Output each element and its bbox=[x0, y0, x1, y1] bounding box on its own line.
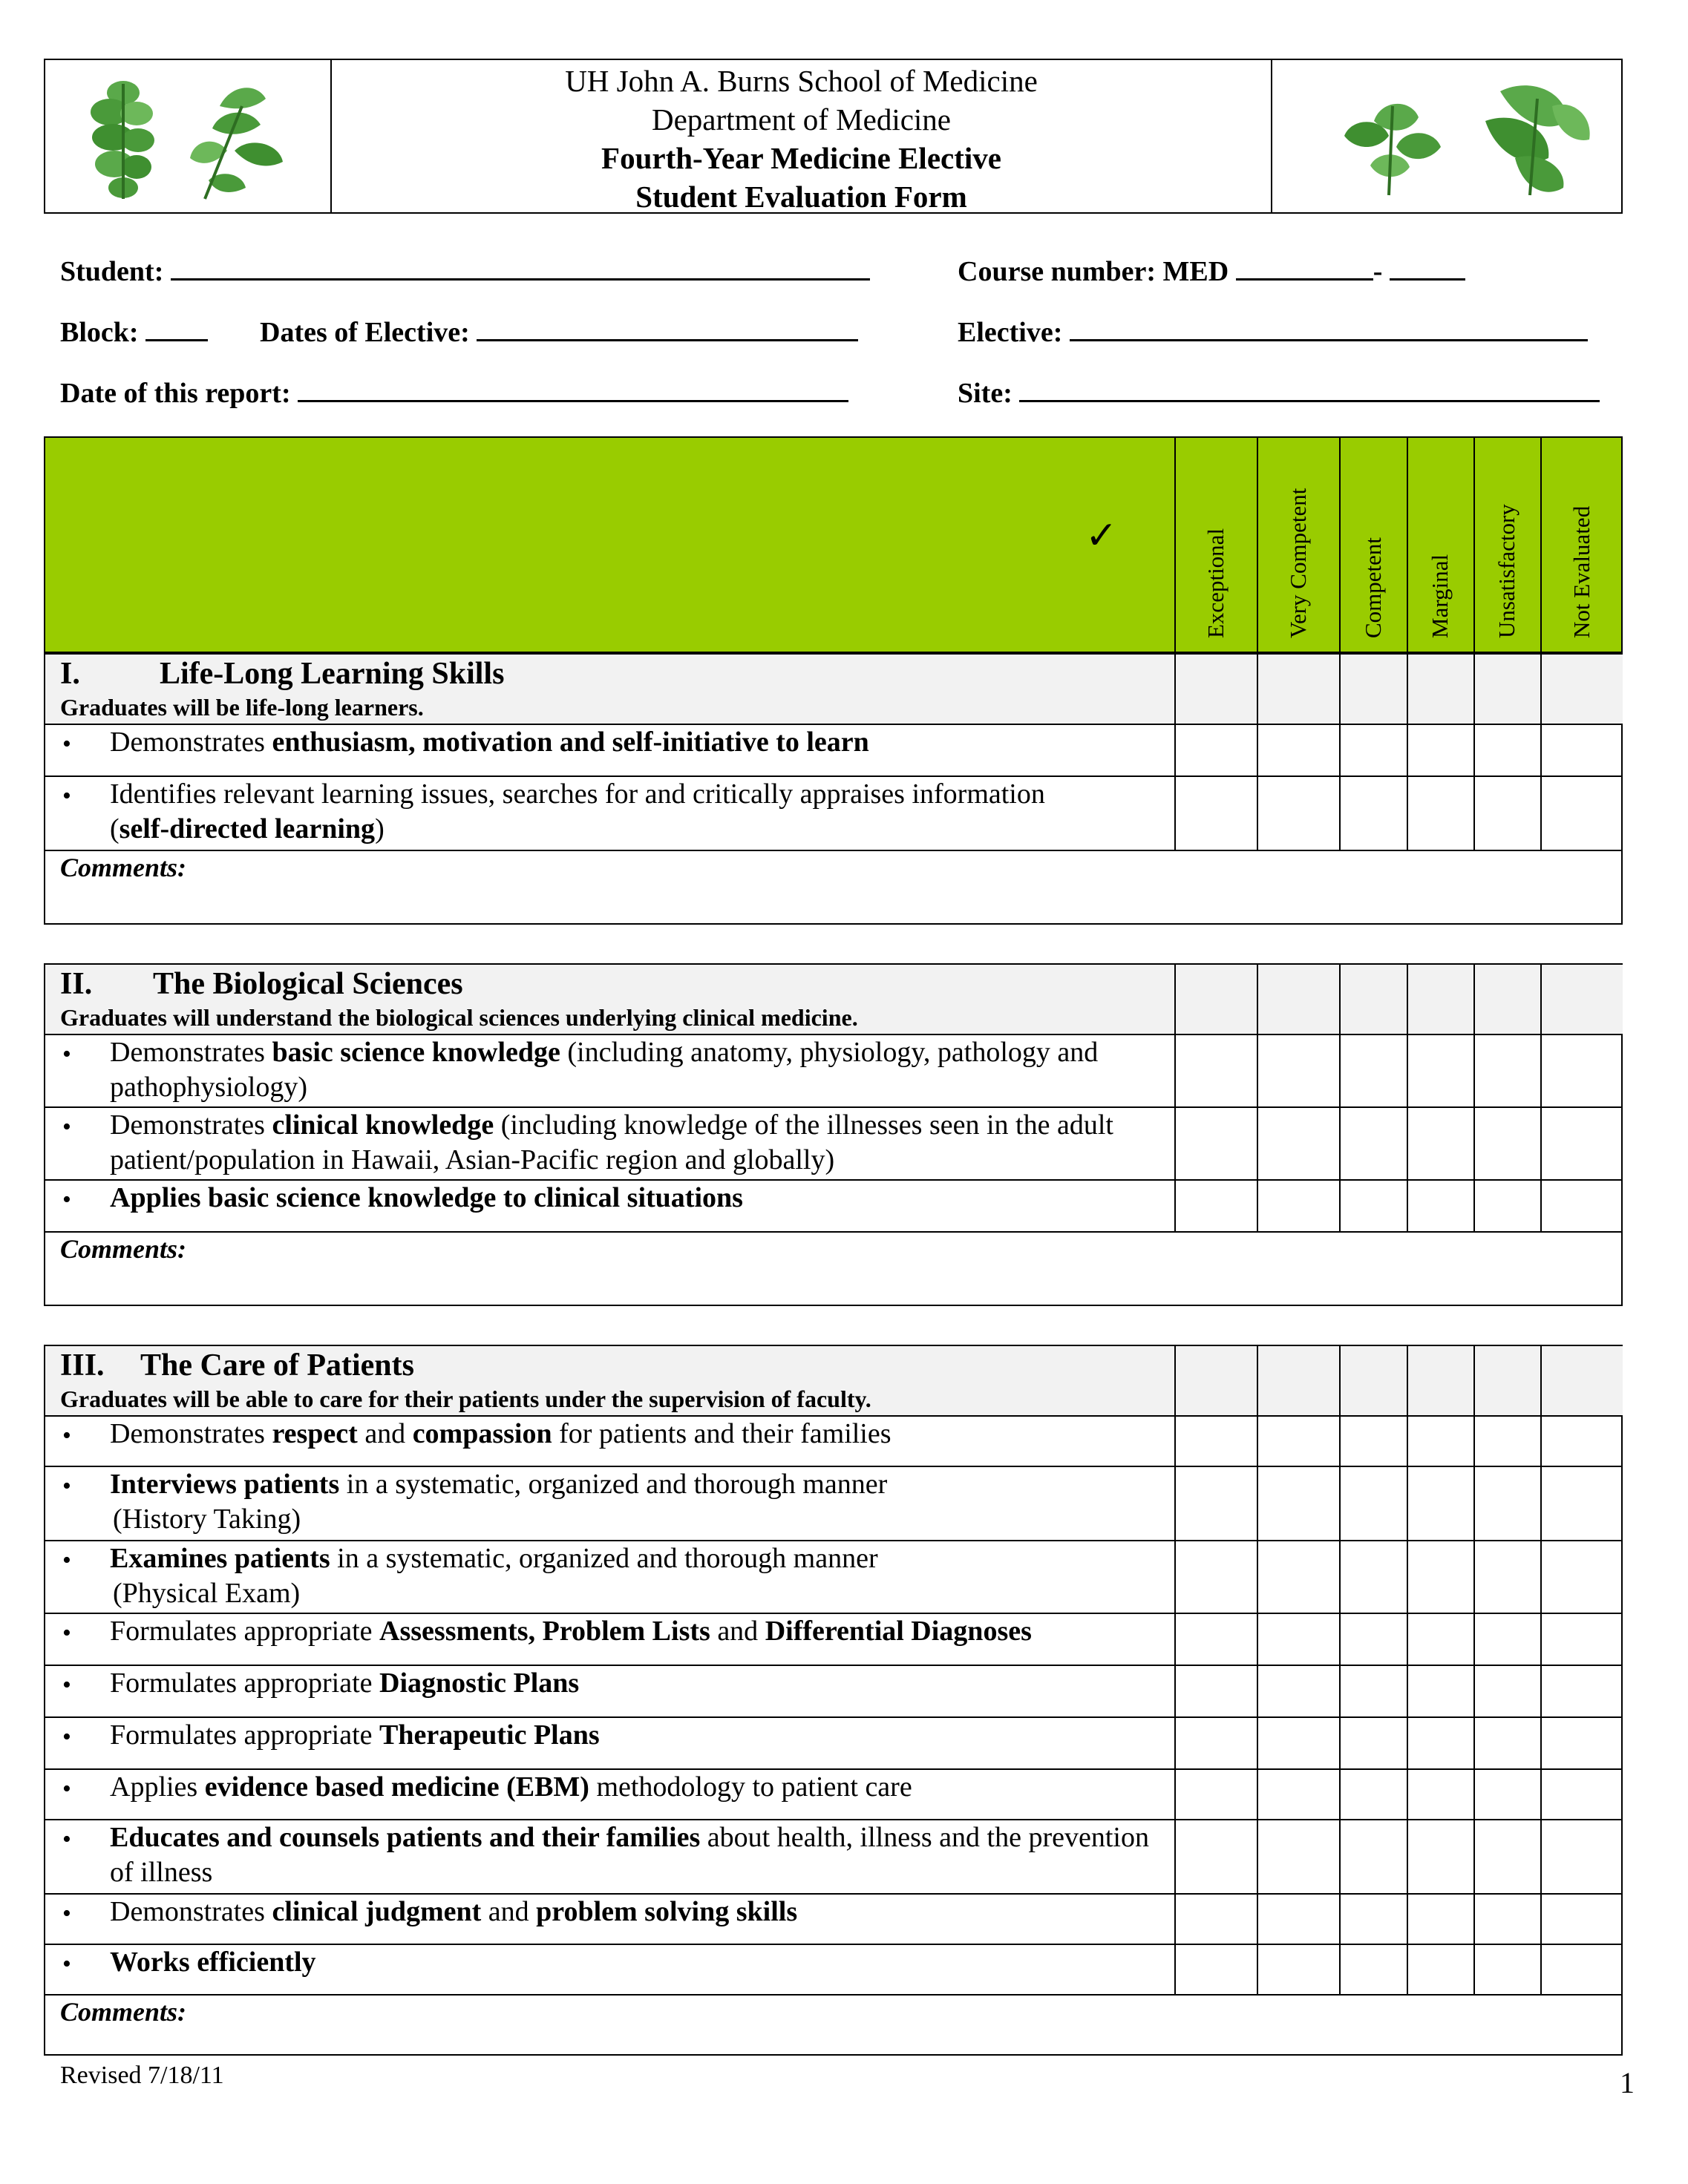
column-divider bbox=[1407, 1345, 1408, 1995]
rating-cell[interactable] bbox=[1408, 1035, 1473, 1106]
rating-cell-header bbox=[1408, 655, 1473, 724]
column-divider bbox=[1473, 653, 1475, 850]
rating-cell-header bbox=[1475, 1346, 1540, 1416]
elective-label: Elective: bbox=[958, 317, 1063, 348]
bullet-icon: • bbox=[62, 730, 71, 758]
rating-cell[interactable] bbox=[1408, 1820, 1473, 1893]
section-numeral: III. bbox=[60, 1348, 105, 1383]
rating-cell[interactable] bbox=[1542, 1718, 1623, 1768]
school-name: UH John A. Burns School of Medicine bbox=[565, 64, 1038, 98]
leaf-logo-left bbox=[71, 76, 301, 203]
bullet-icon: • bbox=[62, 1671, 71, 1699]
column-divider bbox=[1174, 653, 1176, 850]
criterion-text-segment: (Physical Exam) bbox=[113, 1578, 301, 1609]
rating-cell[interactable] bbox=[1341, 1820, 1407, 1893]
criterion-text-segment: Demonstrates bbox=[110, 727, 272, 758]
criterion-text-segment: clinical knowledge bbox=[272, 1109, 494, 1141]
rating-cell[interactable] bbox=[1475, 1770, 1540, 1819]
rating-cell[interactable] bbox=[1542, 1467, 1623, 1540]
rating-cell[interactable] bbox=[1542, 1035, 1623, 1106]
column-divider bbox=[1540, 436, 1542, 653]
criterion-text-segment: Applies basic science knowledge to clinical situations bbox=[110, 1182, 743, 1213]
rating-cell[interactable] bbox=[1176, 1417, 1257, 1466]
criterion-text-segment: compassion bbox=[412, 1418, 552, 1449]
column-divider bbox=[1174, 963, 1176, 1232]
rating-cell[interactable] bbox=[1408, 1108, 1473, 1179]
criterion-text-segment: for patients and their families bbox=[552, 1418, 892, 1449]
rating-cell[interactable] bbox=[1176, 1945, 1257, 1994]
section-title bbox=[60, 656, 504, 692]
rating-cell[interactable] bbox=[1258, 1895, 1339, 1944]
criterion-text-segment: problem solving skills bbox=[536, 1896, 798, 1927]
criterion-text-segment: Examines patients bbox=[110, 1543, 330, 1574]
rating-cell[interactable] bbox=[1542, 777, 1623, 850]
column-divider bbox=[1473, 1345, 1475, 1995]
section-title bbox=[60, 966, 463, 1002]
block-label: Block: bbox=[60, 317, 139, 348]
rating-cell[interactable] bbox=[1542, 1417, 1623, 1466]
rating-cell[interactable] bbox=[1475, 1035, 1540, 1106]
rating-cell[interactable] bbox=[1341, 777, 1407, 850]
rating-cell[interactable] bbox=[1258, 1108, 1339, 1179]
rating-cell[interactable] bbox=[1542, 725, 1623, 775]
rating-cell[interactable] bbox=[1176, 1666, 1257, 1716]
bullet-icon: • bbox=[62, 1547, 71, 1574]
date-of-report-input-line[interactable] bbox=[298, 378, 848, 402]
bullet-icon: • bbox=[62, 1826, 71, 1853]
rating-cell[interactable] bbox=[1542, 1181, 1623, 1231]
rating-cell[interactable] bbox=[1341, 1895, 1407, 1944]
row-divider bbox=[44, 850, 1623, 851]
rating-cell[interactable] bbox=[1408, 1467, 1473, 1540]
rating-cell[interactable] bbox=[1542, 1895, 1623, 1944]
elective-field bbox=[958, 316, 1588, 349]
page-number: 1 bbox=[1620, 2066, 1635, 2099]
column-divider bbox=[1540, 963, 1542, 1232]
rating-cell[interactable] bbox=[1176, 1820, 1257, 1893]
bullet-icon: • bbox=[62, 1186, 71, 1213]
header-divider bbox=[1271, 60, 1272, 212]
rating-cell[interactable] bbox=[1408, 1718, 1473, 1768]
form-header bbox=[44, 59, 1623, 214]
criterion-text-segment: Formulates appropriate bbox=[110, 1616, 380, 1647]
criterion-text-segment: Demonstrates bbox=[110, 1896, 272, 1927]
comments-label: Comments: bbox=[60, 1997, 187, 2027]
rating-cell[interactable] bbox=[1341, 1467, 1407, 1540]
dates-of-elective-input-line[interactable] bbox=[477, 317, 858, 341]
rating-cell[interactable] bbox=[1475, 777, 1540, 850]
rating-cell[interactable] bbox=[1475, 1895, 1540, 1944]
bullet-icon: • bbox=[62, 1113, 71, 1141]
rating-cell[interactable] bbox=[1176, 1108, 1257, 1179]
rating-cell-header bbox=[1542, 655, 1623, 724]
criterion-text-segment: Demonstrates bbox=[110, 1037, 272, 1068]
criterion-text-segment: in a systematic, organized and thorough manner bbox=[339, 1469, 888, 1500]
course-number-input-line[interactable] bbox=[1236, 256, 1373, 281]
criterion-text-segment: and bbox=[357, 1418, 413, 1449]
column-divider bbox=[1473, 436, 1475, 653]
criterion-text bbox=[110, 1541, 1158, 1611]
rating-cell[interactable] bbox=[1408, 1770, 1473, 1819]
rating-cell[interactable] bbox=[1408, 1895, 1473, 1944]
rating-cell[interactable] bbox=[1258, 1770, 1339, 1819]
rating-column-label: Not Evaluated bbox=[1568, 505, 1594, 638]
column-divider bbox=[1257, 963, 1258, 1232]
column-divider bbox=[1339, 653, 1341, 850]
rating-cell-header bbox=[1341, 1346, 1407, 1416]
bullet-icon: • bbox=[62, 782, 71, 810]
site-label: Site: bbox=[958, 378, 1013, 409]
column-divider bbox=[1339, 436, 1341, 653]
rating-cell[interactable] bbox=[1408, 1417, 1473, 1466]
rating-cell[interactable] bbox=[1176, 1467, 1257, 1540]
rating-cell[interactable] bbox=[1408, 1181, 1473, 1231]
rating-cell-header bbox=[1176, 965, 1257, 1034]
criterion-text bbox=[110, 1770, 1158, 1805]
criterion-text bbox=[110, 1417, 1158, 1452]
rating-cell-header bbox=[1258, 965, 1339, 1034]
course-number-field bbox=[958, 255, 1465, 288]
criterion-text bbox=[110, 1614, 1158, 1649]
rating-cell[interactable] bbox=[1258, 777, 1339, 850]
rating-cell[interactable] bbox=[1258, 1945, 1339, 1994]
section-numeral: II. bbox=[60, 967, 93, 1001]
rating-cell[interactable] bbox=[1475, 1666, 1540, 1716]
rating-cell[interactable] bbox=[1341, 1945, 1407, 1994]
criterion-text bbox=[110, 1895, 1158, 1929]
rating-cell[interactable] bbox=[1258, 1718, 1339, 1768]
rating-column-label: Marginal bbox=[1427, 554, 1453, 638]
course-number-label: Course number: MED bbox=[958, 256, 1229, 287]
elective-title: Fourth-Year Medicine Elective bbox=[601, 141, 1001, 175]
elective-input-line[interactable] bbox=[1070, 317, 1588, 341]
bullet-icon: • bbox=[62, 1723, 71, 1751]
bullet-icon: • bbox=[62, 1619, 71, 1647]
rating-cell[interactable] bbox=[1176, 1770, 1257, 1819]
criterion-text bbox=[110, 1945, 1158, 1980]
criterion-text-segment: Interviews patients bbox=[110, 1469, 340, 1500]
date-of-report-label: Date of this report: bbox=[60, 378, 291, 409]
rating-cell-header bbox=[1341, 965, 1407, 1034]
rating-cell[interactable] bbox=[1176, 1895, 1257, 1944]
rating-cell[interactable] bbox=[1408, 777, 1473, 850]
criterion-text bbox=[110, 1035, 1158, 1105]
rating-cell-header bbox=[1542, 1346, 1623, 1416]
rating-cell[interactable] bbox=[1341, 1666, 1407, 1716]
rating-cell-header bbox=[1408, 965, 1473, 1034]
criterion-text bbox=[110, 1467, 1158, 1537]
rating-cell[interactable] bbox=[1176, 1541, 1257, 1613]
rating-cell[interactable] bbox=[1408, 1666, 1473, 1716]
criterion-text-segment: Formulates appropriate bbox=[110, 1719, 380, 1751]
criterion-text-segment: about health, illness and the prevention of illness bbox=[110, 1822, 1149, 1888]
rating-cell[interactable] bbox=[1475, 1108, 1540, 1179]
rating-cell[interactable] bbox=[1341, 1541, 1407, 1613]
rating-cell[interactable] bbox=[1475, 1541, 1540, 1613]
criterion-text bbox=[110, 1181, 1158, 1216]
comments-field[interactable] bbox=[45, 886, 1621, 923]
course-number-dash: - bbox=[1373, 256, 1383, 287]
rating-cell[interactable] bbox=[1341, 1035, 1407, 1106]
dates-of-elective-label: Dates of Elective: bbox=[260, 317, 470, 348]
rating-cell[interactable] bbox=[1475, 1820, 1540, 1893]
criterion-text-segment: Demonstrates bbox=[110, 1418, 272, 1449]
criterion-text-segment: Demonstrates bbox=[110, 1109, 272, 1141]
criterion-text-segment: Assessments, Problem Lists bbox=[379, 1616, 710, 1647]
rating-cell[interactable] bbox=[1408, 1945, 1473, 1994]
rating-cell[interactable] bbox=[1176, 1181, 1257, 1231]
column-divider bbox=[1257, 653, 1258, 850]
bullet-icon: • bbox=[62, 1472, 71, 1500]
criterion-text bbox=[110, 1718, 1158, 1753]
section-subtitle: Graduates will understand the biological sciences underlying clinical medicine. bbox=[60, 1004, 858, 1031]
rating-cell[interactable] bbox=[1475, 1467, 1540, 1540]
rating-cell[interactable] bbox=[1341, 1181, 1407, 1231]
criterion-text bbox=[110, 777, 1158, 847]
check-mark-icon: ✓ bbox=[1085, 514, 1118, 558]
rating-cell-header bbox=[1475, 965, 1540, 1034]
column-divider bbox=[1257, 1345, 1258, 1995]
rating-column-label: Exceptional bbox=[1202, 528, 1229, 638]
rating-cell[interactable] bbox=[1542, 1614, 1623, 1665]
rating-cell[interactable] bbox=[1341, 1770, 1407, 1819]
rating-cell[interactable] bbox=[1341, 1718, 1407, 1768]
rating-cell[interactable] bbox=[1258, 1467, 1339, 1540]
rating-cell[interactable] bbox=[1258, 1417, 1339, 1466]
rating-cell[interactable] bbox=[1475, 1417, 1540, 1466]
criterion-text-segment: (including knowledge of the illnesses seen in the adult patient/population in Hawaii, Asian-Pacific region and globally) bbox=[110, 1109, 1113, 1175]
comments-field[interactable] bbox=[45, 1268, 1621, 1305]
rating-cell[interactable] bbox=[1258, 1666, 1339, 1716]
rating-cell[interactable] bbox=[1542, 1945, 1623, 1994]
rating-cell[interactable] bbox=[1475, 1718, 1540, 1768]
criterion-text-segment: in a systematic, organized and thorough manner bbox=[330, 1543, 878, 1574]
rating-cell[interactable] bbox=[1542, 1541, 1623, 1613]
bullet-icon: • bbox=[62, 1422, 71, 1449]
rating-cell[interactable] bbox=[1258, 725, 1339, 775]
rating-cell[interactable] bbox=[1341, 1614, 1407, 1665]
criterion-text-segment: basic science knowledge bbox=[272, 1037, 560, 1068]
criterion-text-segment: methodology to patient care bbox=[589, 1771, 912, 1803]
rating-cell-header bbox=[1475, 655, 1540, 724]
rating-cell[interactable] bbox=[1176, 1614, 1257, 1665]
criterion-text bbox=[110, 725, 1158, 760]
rating-cell-header bbox=[1542, 965, 1623, 1034]
bullet-icon: • bbox=[62, 1775, 71, 1803]
form-title: Student Evaluation Form bbox=[635, 180, 967, 214]
leaf-logo-right bbox=[1329, 76, 1604, 203]
comments-label: Comments: bbox=[60, 853, 187, 882]
block-input-line[interactable] bbox=[145, 317, 208, 341]
column-divider bbox=[1407, 436, 1408, 653]
criterion-text bbox=[110, 1666, 1158, 1701]
student-input-line[interactable] bbox=[171, 256, 870, 281]
rating-cell[interactable] bbox=[1176, 777, 1257, 850]
rating-cell[interactable] bbox=[1176, 1035, 1257, 1106]
rating-cell[interactable] bbox=[1542, 1770, 1623, 1819]
rating-cell[interactable] bbox=[1475, 1614, 1540, 1665]
rating-cell[interactable] bbox=[1258, 1035, 1339, 1106]
column-divider bbox=[1540, 653, 1542, 850]
rating-cell[interactable] bbox=[1408, 1614, 1473, 1665]
criterion-text-segment: Differential Diagnoses bbox=[765, 1616, 1032, 1647]
rating-cell[interactable] bbox=[1341, 725, 1407, 775]
rating-column-label: Unsatisfactory bbox=[1494, 504, 1519, 638]
bullet-icon: • bbox=[62, 1900, 71, 1927]
bullet-icon: • bbox=[62, 1040, 71, 1068]
rating-cell[interactable] bbox=[1258, 1541, 1339, 1613]
rating-column-label: Competent bbox=[1359, 537, 1386, 638]
section-title-text: The Biological Sciences bbox=[153, 967, 463, 1001]
criterion-text-segment: Works efficiently bbox=[110, 1947, 316, 1978]
criterion-text-segment: self-directed learning bbox=[119, 813, 376, 845]
student-label: Student: bbox=[60, 256, 164, 287]
dates-of-elective-field bbox=[260, 316, 858, 349]
rating-cell-header bbox=[1176, 1346, 1257, 1416]
column-divider bbox=[1407, 653, 1408, 850]
column-divider bbox=[1473, 963, 1475, 1232]
comments-field[interactable] bbox=[45, 2030, 1621, 2054]
column-divider bbox=[1339, 1345, 1341, 1995]
rating-cell[interactable] bbox=[1258, 1820, 1339, 1893]
criterion-text-segment: ) bbox=[375, 813, 385, 845]
criterion-text-segment: Identifies relevant learning issues, searches for and critically appraises information bbox=[110, 778, 1045, 810]
site-field bbox=[958, 377, 1600, 410]
section-title bbox=[60, 1348, 414, 1383]
criterion-text-segment: Educates and counsels patients and their families bbox=[110, 1822, 701, 1853]
column-divider bbox=[1174, 1345, 1176, 1995]
header-title-block bbox=[332, 60, 1271, 212]
criterion-text-segment: (including anatomy, physiology, pathology and pathophysiology) bbox=[110, 1037, 1099, 1103]
bullet-icon: • bbox=[62, 1950, 71, 1978]
criterion-text-segment: respect bbox=[272, 1418, 358, 1449]
block-field bbox=[60, 316, 208, 349]
rating-column-label: Very Competent bbox=[1284, 488, 1311, 638]
rating-cell[interactable] bbox=[1176, 725, 1257, 775]
column-divider bbox=[1174, 436, 1176, 653]
criterion-text bbox=[110, 1820, 1158, 1890]
column-divider bbox=[1540, 1345, 1542, 1995]
comments-label: Comments: bbox=[60, 1234, 187, 1264]
criterion-text-segment: ( bbox=[110, 813, 120, 845]
column-divider bbox=[1407, 963, 1408, 1232]
rating-cell[interactable] bbox=[1542, 1666, 1623, 1716]
rating-cell[interactable] bbox=[1542, 1108, 1623, 1179]
site-input-line[interactable] bbox=[1019, 378, 1600, 402]
rating-cell[interactable] bbox=[1542, 1820, 1623, 1893]
row-divider bbox=[44, 1994, 1623, 1996]
course-section-input-line[interactable] bbox=[1390, 256, 1465, 281]
rating-cell[interactable] bbox=[1341, 1417, 1407, 1466]
criterion-text-segment: and bbox=[481, 1896, 537, 1927]
date-of-report-field bbox=[60, 377, 848, 410]
rating-cell[interactable] bbox=[1258, 1614, 1339, 1665]
rating-cell-header bbox=[1258, 655, 1339, 724]
section-title-text: Life-Long Learning Skills bbox=[160, 657, 505, 691]
rating-cell[interactable] bbox=[1475, 1181, 1540, 1231]
revised-date: Revised 7/18/11 bbox=[60, 2062, 224, 2089]
row-divider bbox=[44, 1231, 1623, 1233]
section-title-text: The Care of Patients bbox=[140, 1348, 414, 1383]
rating-cell-header bbox=[1176, 655, 1257, 724]
criterion-text bbox=[110, 1108, 1158, 1178]
section-subtitle: Graduates will be able to care for their patients under the supervision of faculty. bbox=[60, 1386, 871, 1412]
criterion-text-segment: Therapeutic Plans bbox=[379, 1719, 600, 1751]
rating-cell[interactable] bbox=[1176, 1718, 1257, 1768]
criterion-text-segment: (History Taking) bbox=[113, 1503, 301, 1535]
criterion-text-segment: Formulates appropriate bbox=[110, 1667, 380, 1699]
criterion-text-segment: enthusiasm, motivation and self-initiative to learn bbox=[272, 727, 869, 758]
rating-cell[interactable] bbox=[1408, 725, 1473, 775]
rating-cell[interactable] bbox=[1475, 725, 1540, 775]
rating-cell[interactable] bbox=[1258, 1181, 1339, 1231]
criterion-text-segment: and bbox=[710, 1616, 765, 1647]
section-subtitle: Graduates will be life-long learners. bbox=[60, 694, 424, 721]
section-numeral: I. bbox=[60, 657, 80, 691]
criterion-text-segment: Diagnostic Plans bbox=[379, 1667, 580, 1699]
criterion-text-segment: Applies bbox=[110, 1771, 205, 1803]
rating-cell[interactable] bbox=[1341, 1108, 1407, 1179]
rating-cell[interactable] bbox=[1408, 1541, 1473, 1613]
department-name: Department of Medicine bbox=[651, 102, 951, 137]
rating-cell-header bbox=[1408, 1346, 1473, 1416]
rating-cell-header bbox=[1341, 655, 1407, 724]
rating-cell-header bbox=[1258, 1346, 1339, 1416]
criterion-text-segment: clinical judgment bbox=[272, 1896, 482, 1927]
student-field bbox=[60, 255, 870, 288]
rating-cell[interactable] bbox=[1475, 1945, 1540, 1994]
column-divider bbox=[1339, 963, 1341, 1232]
criterion-text-segment: evidence based medicine (EBM) bbox=[204, 1771, 589, 1803]
column-divider bbox=[1257, 436, 1258, 653]
